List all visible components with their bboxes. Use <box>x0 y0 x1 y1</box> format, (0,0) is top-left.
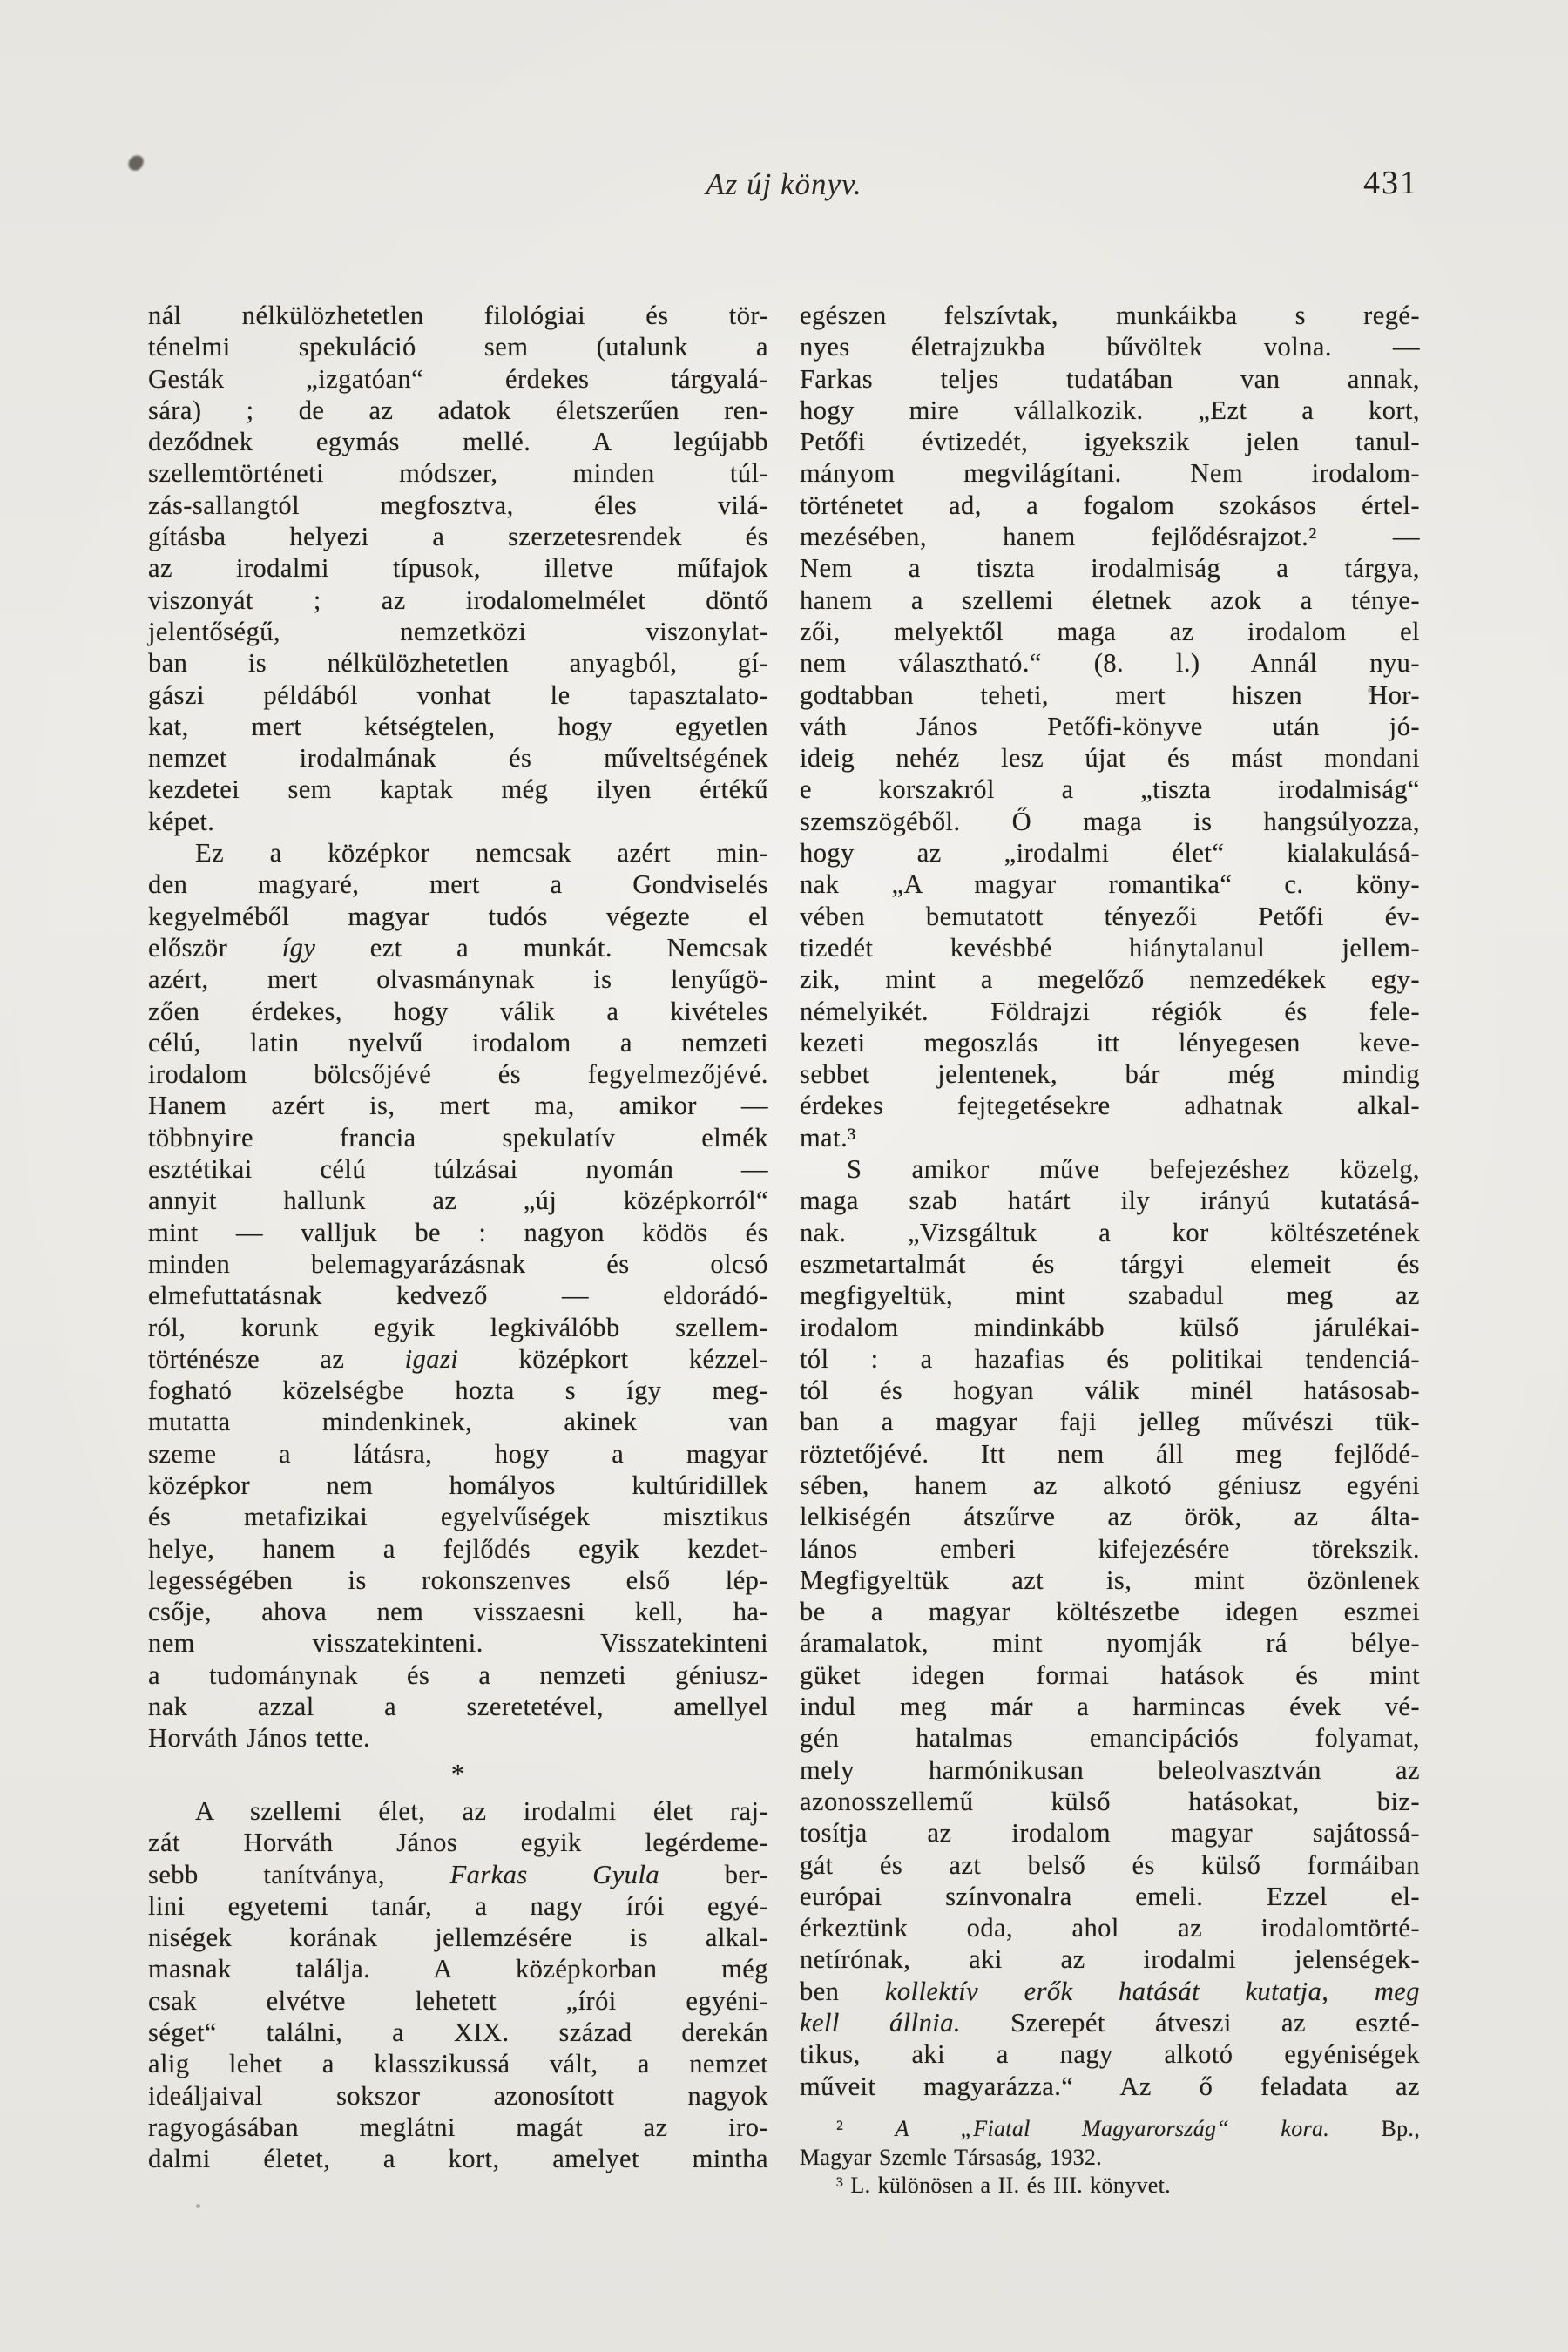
text-line: güket idegen formai hatások és mint <box>800 1659 1420 1690</box>
text-line: masnak találja. A középkorban még <box>148 1954 768 1984</box>
text-line: képet. <box>148 806 215 836</box>
text-line: viszonyát ; az irodalomelmélet döntő <box>148 585 768 615</box>
text-line: ténelmi spekuláció sem (utalunk a <box>148 332 768 362</box>
text-line: műveit magyarázza.“ Az ő feladata az <box>800 2071 1420 2101</box>
text-line: Farkas teljes tudatában van annak, <box>800 363 1420 394</box>
scan-speck <box>196 2204 200 2208</box>
text-line: Petőfi évtizedét, igyekszik jelen tanul- <box>800 427 1420 457</box>
text-line: lelkiségén átszűrve az örök, az álta- <box>800 1502 1420 1532</box>
text-line: mat.³ <box>800 1122 856 1152</box>
text-line: fogható közelségbe hozta s így meg- <box>148 1375 768 1406</box>
text-line: egészen felszívtak, munkáikba s regé- <box>800 301 1420 330</box>
text-line: gászi példából vonhat le tapasztalato- <box>148 679 768 710</box>
text-line: nak azzal a szeretetével, amellyel <box>148 1692 768 1722</box>
text-line: tikus, aki a nagy alkotó egyéniségek <box>800 2039 1420 2070</box>
text-line: niségek korának jellemzésére is alkal- <box>148 1923 768 1953</box>
text-line: eszmetartalmát és tárgyi elemeit és <box>800 1248 1420 1279</box>
text-line: némelyikét. Földrajzi régiók és fele- <box>800 996 1420 1026</box>
text-line: kezdetei sem kaptak még ilyen értékű <box>148 774 768 805</box>
text-line: e korszakról a „tiszta irodalmiság“ <box>800 774 1420 805</box>
text-line: nem választható.“ (8. l.) Annál nyu- <box>800 648 1420 679</box>
text-line: megfigyeltük, mint szabadul meg az <box>800 1281 1420 1311</box>
text-line: den magyaré, mert a Gondviselés <box>148 869 768 900</box>
text-line: irodalom bölcsőjévé és fegyelmezőjévé. <box>148 1059 768 1090</box>
right-column <box>800 300 1420 2200</box>
text-line: az irodalmi típusok, illetve műfajok <box>148 553 768 584</box>
scan-artifact <box>126 153 145 172</box>
text-line: csak elvétve lehetett „írói egyéni- <box>148 1985 768 2016</box>
text-line: maga szab határt ily irányú kutatásá- <box>800 1186 1420 1216</box>
text-line: váth János Petőfi-könyve után jó- <box>800 711 1420 741</box>
text-line: be a magyar költészetbe idegen eszmei <box>800 1597 1420 1627</box>
text-line: sebb tanítványa, Farkas Gyula ber- <box>148 1859 768 1889</box>
text-line: S amikor műve befejezéshez közelg, <box>847 1154 1420 1185</box>
text-line: Horváth János tette. <box>148 1723 371 1754</box>
text-line: ról, korunk egyik legkiválóbb szellem- <box>148 1312 768 1342</box>
text-line: nyes életrajzukba bűvöltek volna. — <box>800 332 1420 362</box>
text-line: dalmi életet, a kort, amelyet mintha <box>148 2144 768 2174</box>
text-line: lános emberi kifejezésére törekszik. <box>800 1533 1420 1564</box>
text-line: mezésében, hanem fejlődésrajzot.² — <box>800 522 1420 552</box>
text-line: Ez a középkor nemcsak azért min- <box>195 838 768 868</box>
text-line: tól : a hazafias és politikai tendenciá- <box>800 1343 1420 1374</box>
text-line: gát és azt belső és külső formáiban <box>800 1849 1420 1880</box>
text-line: tól és hogyan válik minél hatásosab- <box>800 1375 1420 1406</box>
footnote-line: ³ L. különösen a II. és III. könyvet. <box>836 2173 1171 2199</box>
text-line: sára) ; de az adatok életszerűen ren- <box>148 395 768 425</box>
text-line: hogy mire vállalkozik. „Ezt a kort, <box>800 395 1420 425</box>
text-line: csője, ahova nem visszaesni kell, ha- <box>148 1597 768 1627</box>
text-line: szellemtörténeti módszer, minden túl- <box>148 458 768 489</box>
text-line: zői, melyektől maga az irodalom el <box>800 616 1420 646</box>
text-line: zik, mint a megelőző nemzedékek egy- <box>800 964 1420 995</box>
text-line: mutatta mindenkinek, akinek van <box>148 1407 768 1437</box>
text-line: szeme a látásra, hogy a magyar <box>148 1438 768 1469</box>
section-separator-star: * <box>450 1757 466 1789</box>
text-line: nak „A magyar romantika“ c. köny- <box>800 869 1420 900</box>
text-line: hanem a szellemi életnek azok a ténye- <box>800 585 1420 615</box>
text-line: azért, mert olvasmánynak is lenyűgö- <box>148 964 768 995</box>
left-column <box>148 300 768 2175</box>
text-line: ban is nélkülözhetetlen anyagból, gí- <box>148 648 768 679</box>
text-line: zát Horváth János egyik legérdeme- <box>148 1828 768 1858</box>
text-line: ban a magyar faji jelleg művészi tük- <box>800 1407 1420 1437</box>
text-line: mely harmónikusan beleolvasztván az <box>800 1754 1420 1785</box>
text-line: deződnek egymás mellé. A legújabb <box>148 427 768 457</box>
text-line: sebbet jelentenek, bár még mindig <box>800 1059 1420 1090</box>
text-line: Nem a tiszta irodalmiság a tárgya, <box>800 553 1420 584</box>
text-line: nak. „Vizsgáltuk a kor költészetének <box>800 1217 1420 1247</box>
text-line: mányom megvilágítani. Nem irodalom- <box>800 458 1420 489</box>
text-line: érdekes fejtegetésekre adhatnak alkal- <box>800 1091 1420 1121</box>
text-line: nemzet irodalmának és műveltségének <box>148 743 768 774</box>
text-line: vében bemutatott tényezői Petőfi év- <box>800 901 1420 931</box>
text-line: jelentőségű, nemzetközi viszonylat- <box>148 616 768 646</box>
text-line: legességében is rokonszenves első lép- <box>148 1565 768 1595</box>
text-line: kell állnia. Szerepét átveszi az eszté- <box>800 2008 1420 2038</box>
text-line: gításba helyezi a szerzetesrendek és <box>148 522 768 552</box>
text-line: annyit hallunk az „új középkorról“ <box>148 1186 768 1216</box>
text-line: lini egyetemi tanár, a nagy írói egyé- <box>148 1890 768 1921</box>
text-line: azonosszellemű külső hatásokat, biz- <box>800 1786 1420 1816</box>
text-line: sében, hanem az alkotó géniusz egyéni <box>800 1470 1420 1500</box>
running-header-title: Az új könyv. <box>706 167 862 201</box>
text-line: irodalom mindinkább külső járulékai- <box>800 1312 1420 1342</box>
text-line: történetet ad, a fogalom szokásos értel- <box>800 490 1420 520</box>
text-line: áramalatok, mint nyomják rá bélye- <box>800 1628 1420 1659</box>
text-line: elmefuttatásnak kedvező — eldorádó- <box>148 1281 768 1311</box>
text-line: és metafizikai egyelvűségek misztikus <box>148 1502 768 1532</box>
text-line: Hanem azért is, mert ma, amikor — <box>148 1091 768 1121</box>
text-line: célú, latin nyelvű irodalom a nemzeti <box>148 1027 768 1058</box>
text-line: tizedét kevésbbé hiánytalanul jellem- <box>800 932 1420 963</box>
text-line: először így ezt a munkát. Nemcsak <box>148 932 768 963</box>
text-line: helye, hanem a fejlődés egyik kezdet- <box>148 1533 768 1564</box>
text-line: történésze az igazi középkort kézzel- <box>148 1343 768 1374</box>
text-line: ideáljaival sokszor azonosított nagyok <box>148 2080 768 2111</box>
text-line: Gesták „izgatóan“ érdekes tárgyalá- <box>148 363 768 394</box>
text-line: alig lehet a klasszikussá vált, a nemzet <box>148 2049 768 2079</box>
text-line: kegyelméből magyar tudós végezte el <box>148 901 768 931</box>
text-line: minden belemagyarázásnak és olcsó <box>148 1248 768 1279</box>
text-line: zően érdekes, hogy válik a kivételes <box>148 996 768 1026</box>
text-line: tosítja az irodalom magyar sajátossá- <box>800 1818 1420 1848</box>
text-line: netírónak, aki az irodalmi jelenségek- <box>800 1944 1420 1975</box>
text-line: európai színvonalra emeli. Ezzel el- <box>800 1881 1420 1911</box>
text-line: érkeztünk oda, ahol az irodalomtörté- <box>800 1913 1420 1943</box>
text-line: kat, mert kétségtelen, hogy egyetlen <box>148 711 768 741</box>
text-line: a tudománynak és a nemzeti géniusz- <box>148 1659 768 1690</box>
text-line: nál nélkülözhetetlen filológiai és tör- <box>148 301 768 330</box>
footnote-line: ² A „Fiatal Magyarország“ kora. Bp., <box>836 2115 1421 2141</box>
text-line: mint — valljuk be : nagyon ködös és <box>148 1217 768 1247</box>
text-line: zás-sallangtól megfosztva, éles vilá- <box>148 490 768 520</box>
text-line: röztetőjévé. Itt nem áll meg fejlődé- <box>800 1438 1420 1469</box>
text-line: gén hatalmas emancipációs folyamat, <box>800 1723 1420 1754</box>
text-line: nem visszatekinteni. Visszatekinteni <box>148 1628 768 1659</box>
text-line: hogy az „irodalmi élet“ kialakulásá- <box>800 838 1420 868</box>
text-line: ideig nehéz lesz újat és mást mondani <box>800 743 1420 774</box>
text-line: ragyogásában meglátni magát az iro- <box>148 2112 768 2142</box>
text-line: ben kollektív erők hatását kutatja, meg <box>800 1976 1420 2006</box>
text-line: Megfigyeltük azt is, mint özönlenek <box>800 1565 1420 1595</box>
text-line: séget“ találni, a XIX. század derekán <box>148 2017 768 2048</box>
text-line: többnyire francia spekulatív elmék <box>148 1122 768 1152</box>
page-number: 431 <box>1363 165 1418 201</box>
text-line: szemszögéből. Ő maga is hangsúlyozza, <box>800 806 1420 836</box>
text-line: godtabban teheti, mert hiszen Hor- <box>800 679 1420 710</box>
text-line: A szellemi élet, az irodalmi élet raj- <box>195 1795 768 1826</box>
text-line: kezeti megoszlás itt lényegesen keve- <box>800 1027 1420 1058</box>
text-line: indul meg már a harmincas évek vé- <box>800 1692 1420 1722</box>
text-line: esztétikai célú túlzásai nyomán — <box>148 1154 768 1185</box>
footnote-line: Magyar Szemle Társaság, 1932. <box>800 2144 1103 2170</box>
text-line: középkor nem homályos kultúridillek <box>148 1470 768 1500</box>
